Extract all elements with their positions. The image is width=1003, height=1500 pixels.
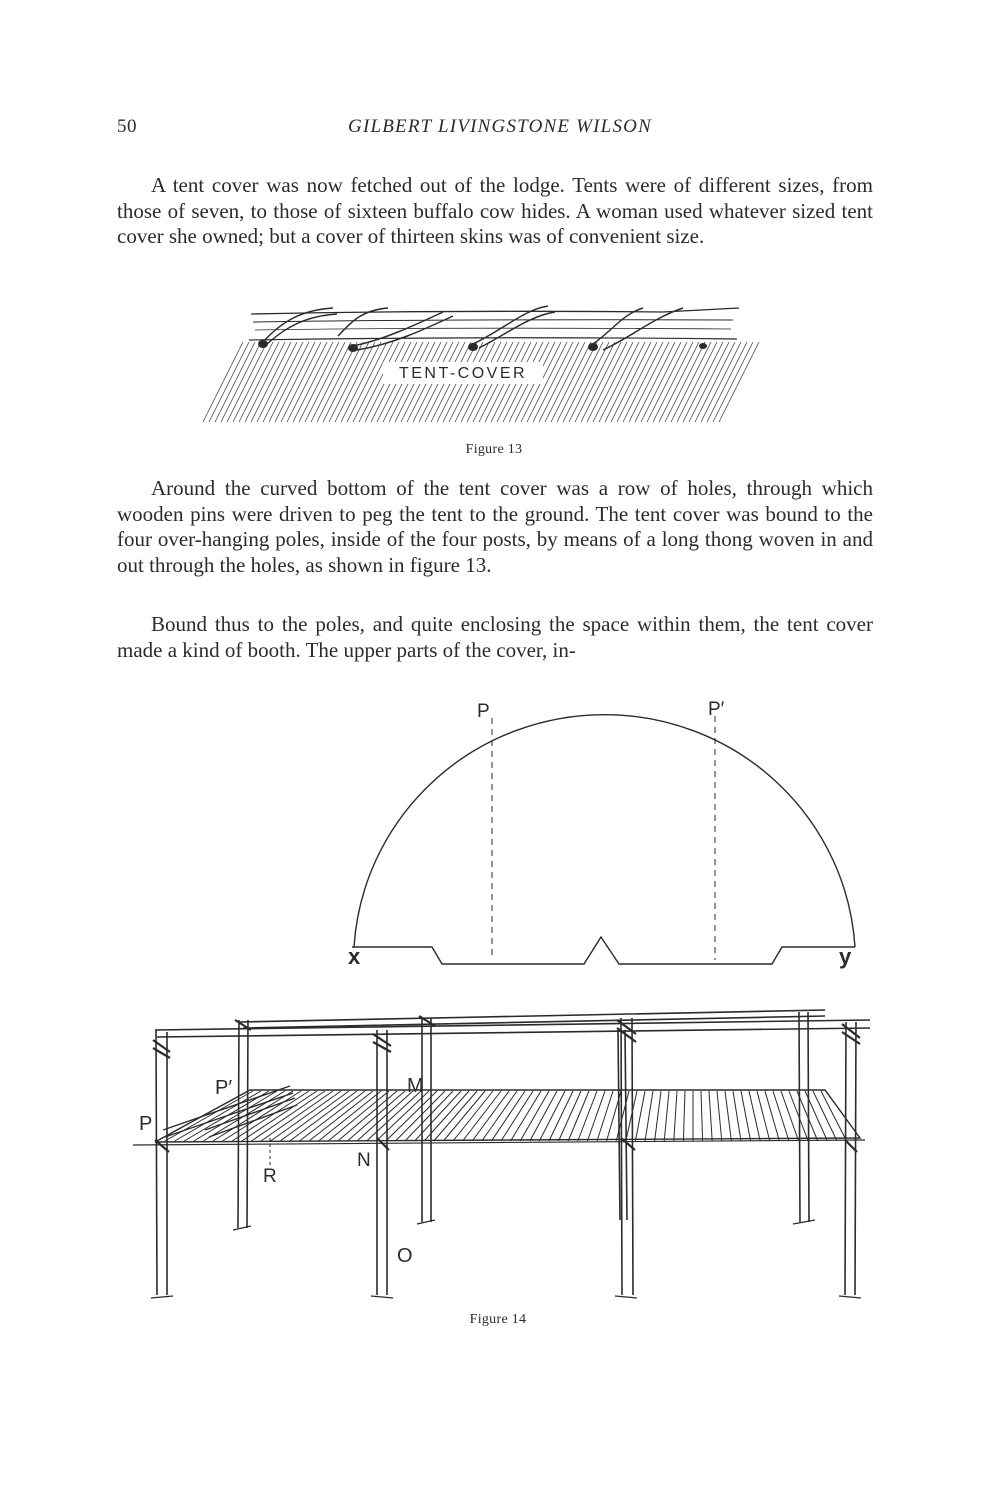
hatch-stroke	[569, 342, 609, 422]
hatch-stroke	[239, 342, 279, 422]
paragraph-3-text: Bound thus to the poles, and quite enclosing the space within them, the tent cover made a kind of booth. The upper parts of the cover, in-	[117, 612, 873, 662]
hatch-stroke	[599, 342, 639, 422]
hatch-stroke	[647, 342, 687, 422]
floor-rod	[299, 1091, 365, 1141]
floor-rod	[597, 1091, 613, 1141]
hatch-stroke	[341, 342, 381, 422]
hatch-stroke	[215, 342, 255, 422]
label-y: y	[839, 944, 852, 969]
hatch-stroke	[623, 342, 663, 422]
hatch-stroke	[665, 342, 705, 422]
hatch-stroke	[701, 342, 741, 422]
hatch-stroke	[329, 342, 369, 422]
floor-rod	[664, 1091, 669, 1141]
floor-rod	[741, 1091, 751, 1141]
floor-rod	[683, 1091, 685, 1141]
floor-rod	[463, 1091, 501, 1141]
figure-13-illustration	[243, 300, 743, 430]
hatch-stroke	[707, 342, 747, 422]
running-head: GILBERT LIVINGSTONE WILSON	[348, 116, 652, 137]
floor-rod	[568, 1091, 589, 1141]
stage-label-m: M	[407, 1075, 424, 1097]
hatch-stroke	[227, 342, 267, 422]
hatch-stroke	[311, 342, 351, 422]
hatch-stroke	[611, 342, 651, 422]
hatch-stroke	[695, 342, 735, 422]
floor-rod	[674, 1091, 677, 1141]
stage-label-n: N	[357, 1150, 371, 1171]
floor-rod	[733, 1091, 741, 1141]
hatch-stroke	[689, 342, 729, 422]
hatch-stroke	[605, 342, 645, 422]
floor-rod	[165, 1091, 253, 1141]
floor-rod	[491, 1091, 525, 1141]
floor-rod	[472, 1091, 509, 1141]
floor-rod	[578, 1091, 597, 1141]
stage-label-p-prime: P′	[215, 1077, 233, 1099]
hatch-stroke	[209, 342, 249, 422]
hatch-stroke	[233, 342, 273, 422]
floor-rod	[511, 1091, 541, 1141]
floor-rod	[520, 1091, 549, 1141]
hatch-stroke	[683, 342, 723, 422]
hatch-stroke	[653, 342, 693, 422]
hatch-stroke	[635, 342, 675, 422]
floor-rod	[501, 1091, 533, 1141]
figure-14-cover-diagram	[330, 690, 870, 975]
label-x: x	[348, 944, 361, 969]
hatch-stroke	[677, 342, 717, 422]
floor-rod	[725, 1091, 731, 1141]
page-number: 50	[117, 116, 137, 137]
hatch-stroke	[323, 342, 363, 422]
hatch-stroke	[347, 342, 387, 422]
hatch-stroke	[587, 342, 627, 422]
hatch-stroke	[221, 342, 261, 422]
hatch-stroke	[269, 342, 309, 422]
paragraph-3	[117, 612, 873, 663]
label-p: P	[477, 701, 490, 722]
hatch-stroke	[617, 342, 657, 422]
floor-rod	[309, 1091, 373, 1141]
hatch-stroke	[335, 342, 375, 422]
floor-rod	[655, 1091, 661, 1141]
floor-rod	[635, 1091, 645, 1141]
hatch-stroke	[281, 342, 321, 422]
hatch-stroke	[287, 342, 327, 422]
floor-rod	[443, 1091, 485, 1141]
hatch-stroke	[245, 342, 285, 422]
floor-rod	[357, 1091, 413, 1141]
floor-rod	[434, 1091, 477, 1141]
hatch-stroke	[251, 342, 291, 422]
floor-rod	[781, 1091, 799, 1141]
hatch-stroke	[545, 342, 585, 422]
figure-13-caption: Figure 13	[465, 442, 523, 457]
label-p-prime: P′	[708, 699, 725, 720]
paragraph-2	[117, 476, 873, 579]
hatch-stroke	[203, 342, 243, 422]
floor-rod	[587, 1091, 605, 1141]
hatch-stroke	[299, 342, 339, 422]
floor-rod	[717, 1091, 722, 1141]
hatch-stroke	[293, 342, 333, 422]
hatch-stroke	[557, 342, 597, 422]
hatch-stroke	[317, 342, 357, 422]
hatch-stroke	[581, 342, 621, 422]
paragraph-2-text: Around the curved bottom of the tent cover was a row of holes, through which wooden pins were driven to peg the tent to the ground. The tent cover was bound to the four over-hanging poles, inside of the four posts, by means of a long thong woven in and out through the holes, as shown in figure 13.	[117, 476, 873, 578]
floor-rod	[328, 1091, 389, 1141]
tent-cover-label: TENT-COVER	[398, 365, 528, 382]
floor-rod	[645, 1091, 653, 1141]
paragraph-1-text: A tent cover was now fetched out of the lodge. Tents were of different sizes, from those of seven, to those of sixteen buffalo cow hides. A woman used whatever sized tent cover she owned; but a cover of thirteen skins was of convenient size.	[117, 173, 873, 249]
hatch-stroke	[539, 342, 579, 422]
floor-rod	[773, 1091, 789, 1141]
hatch-stroke	[629, 342, 669, 422]
floor-rod	[709, 1091, 712, 1141]
hatch-stroke	[719, 342, 759, 422]
hatch-stroke	[551, 342, 591, 422]
hatch-stroke	[263, 342, 303, 422]
floor-rod	[789, 1091, 808, 1141]
stage-label-r: R	[263, 1166, 277, 1187]
hatch-stroke	[305, 342, 345, 422]
hatch-stroke	[593, 342, 633, 422]
stage-label-p: P	[139, 1113, 153, 1135]
paragraph-1	[117, 173, 873, 250]
hatch-stroke	[713, 342, 753, 422]
hatch-stroke	[563, 342, 603, 422]
hatch-stroke	[275, 342, 315, 422]
floor-rod	[319, 1091, 381, 1141]
hatch-stroke	[659, 342, 699, 422]
figure-14-caption: Figure 14	[469, 1312, 527, 1327]
hatch-stroke	[575, 342, 615, 422]
hatch-stroke	[257, 342, 297, 422]
hatch-stroke	[641, 342, 681, 422]
figure-14-stage-drawing	[125, 990, 875, 1310]
floor-rod	[701, 1091, 703, 1141]
floor-rod	[765, 1091, 779, 1141]
hatch-stroke	[671, 342, 711, 422]
stage-label-o: O	[397, 1245, 413, 1267]
